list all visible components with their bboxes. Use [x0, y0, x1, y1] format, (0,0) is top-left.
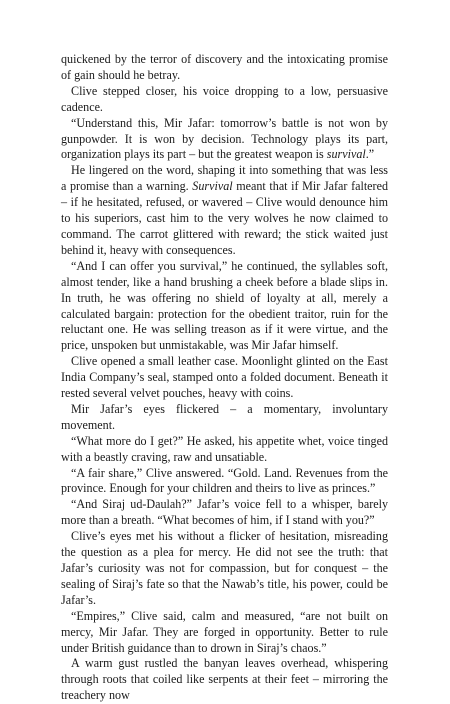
text-run: Mir Jafar’s eyes flickered – a momentary, involuntary movement. [61, 401, 388, 432]
paragraph [61, 52, 388, 84]
paragraph [61, 259, 388, 354]
paragraph [61, 402, 388, 434]
text-run: .” [365, 147, 375, 162]
paragraph [61, 163, 388, 258]
italic-text-run: Survival [192, 179, 233, 194]
text-run: quickened by the terror of discovery and the intoxicating promise of gain should he betray. [61, 52, 388, 82]
text-run: meant that if Mir Jafar faltered – if he hesitated, refused, or wavered – Clive would denounce him to his superiors, cast him to the very wolves he now claimed to command. The carrot glittered with reward; the stick waited just behind it, heavy with consequences. [61, 179, 388, 257]
text-run: Clive opened a small leather case. Moonlight glinted on the East India Company’s seal, stamped onto a folded document. Beneath it rested several velvet pouches, heavy with coins. [61, 354, 388, 401]
paragraph [61, 656, 388, 704]
text-run: “What more do I get?” He asked, his appetite whet, voice tinged with a beastly craving, raw and unsatiable. [61, 433, 388, 464]
paragraph [61, 116, 388, 164]
paragraph [61, 529, 388, 609]
text-run: “A fair share,” Clive answered. “Gold. Land. Revenues from the province. Enough for your children and theirs to live as princes.” [61, 465, 388, 496]
body-text [61, 52, 388, 704]
text-run: “Empires,” Clive said, calm and measured, “are not built on mercy, Mir Jafar. They are forged in opportunity. Better to rule under British guidance than to drown in Siraj’s chaos.” [61, 608, 388, 655]
paragraph [61, 466, 388, 498]
paragraph [61, 609, 388, 657]
paragraph [61, 354, 388, 402]
paragraph [61, 497, 388, 529]
text-run: He lingered on the word, shaping it into something that was less a promise than a warning. [61, 163, 388, 194]
paragraph [61, 434, 388, 466]
text-run: “And I can offer you survival,” he continued, the syllables soft, almost tender, like a hand brushing a cheek before a blade slips in. In truth, he was offering no shield of loyalty at all, merely a calculated bargain: protection for the obedient traitor, ruin for the reluctant one. He was selling treason as if it were virtue, and the price, unspoken but unmistakable, was Mir Jafar himself. [61, 258, 388, 353]
paragraph [61, 84, 388, 116]
text-run: “Understand this, Mir Jafar: tomorrow’s battle is not won by gunpowder. It is won by decision. Technology plays its part, organization plays its part – but the greatest weapon is [61, 115, 388, 162]
text-run: Clive’s eyes met his without a flicker of hesitation, misreading the question as a plea for mercy. He did not see the truth: that Jafar’s curiosity was not for compassion, but for conquest – the sealing of Siraj’s fate so that the Nawab’s title, his power, could be Jafar’s. [61, 529, 388, 607]
italic-text-run: survival [326, 147, 366, 162]
text-run: A warm gust rustled the banyan leaves overhead, whispering through roots that coiled like serpents at their feet – mirroring the treachery now [61, 656, 388, 703]
text-run: Clive stepped closer, his voice dropping to a low, persuasive cadence. [61, 83, 388, 114]
text-run: “And Siraj ud-Daulah?” Jafar’s voice fell to a whisper, barely more than a breath. “What becomes of him, if I stand with you?” [61, 497, 388, 528]
